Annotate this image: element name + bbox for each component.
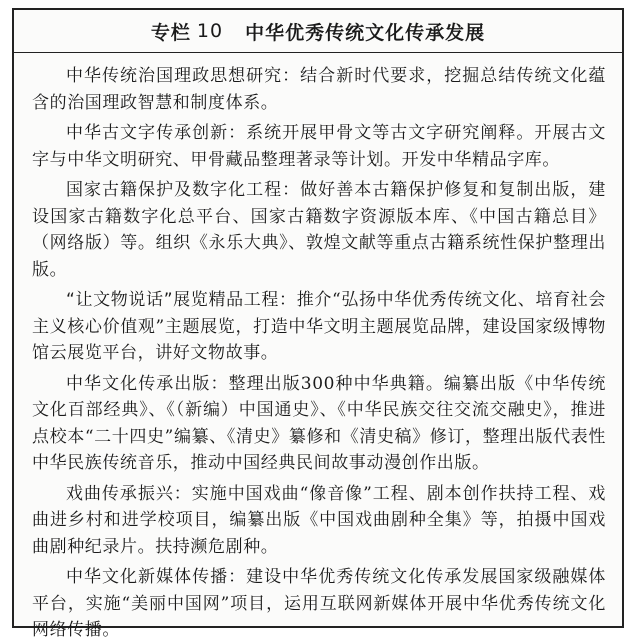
column-header [14, 10, 622, 53]
list-item [32, 481, 606, 561]
list-item [32, 564, 606, 644]
item-text: 实施中国戏曲“像音像”工程、剧本创作扶持工程、戏曲进乡村和进学校项目，编纂出版《中国戏曲剧种全集》等，拍摄中国戏曲剧种纪录片。扶持濒危剧种。 [32, 483, 607, 557]
list-item [32, 287, 606, 367]
item-lead: 中华传统治国理政思想研究： [66, 66, 301, 86]
item-lead: 中华文化传承出版： [66, 373, 229, 394]
item-lead: 中华文化新媒体传播： [66, 567, 247, 587]
column-number: 10 [196, 20, 224, 42]
column-title: 中华优秀传统文化传承发展 [245, 21, 486, 44]
list-item [32, 63, 606, 116]
list-item [32, 371, 606, 477]
item-text: 系统开展甲骨文等古文字研究阐释。开展古文字与中华文明研究、甲骨藏品整理著录等计划。开发中华精品字库。 [32, 123, 607, 170]
item-lead: 国家古籍保护及数字化工程： [66, 180, 301, 200]
item-text: 做好善本古籍保护修复和复制出版，建设国家古籍数字化总平台、国家古籍数字资源版本库、《中国古籍总目》（网络版）等。组织《永乐大典》、敦煌文献等重点古籍系统性保护整理出版。 [32, 180, 606, 280]
item-text: 结合新时代要求，挖掘总结传统文化蕴含的治国理政智慧和制度体系。 [32, 66, 606, 113]
list-item [32, 177, 606, 283]
column-label: 专栏 [150, 21, 191, 44]
item-lead: “让文物说话”展览精品工程： [66, 290, 297, 310]
list-item [32, 120, 606, 173]
column-content [14, 53, 622, 644]
item-lead: 戏曲传承振兴： [66, 483, 192, 504]
item-text: 整理出版300种中华典籍。编纂出版《中华传统文化百部经典》、《（新编）中国通史》、《中华民族交往交流交融史》，推进点校本“二十四史”编纂、《清史》纂修和《清史稿》修订，整理出版代表性中华民族传统音乐，推动中国经典民间故事动漫创作出版。 [32, 373, 606, 473]
item-lead: 中华古文字传承创新： [66, 123, 247, 143]
item-text: 建设中华优秀传统文化传承发展国家级融媒体平台，实施“美丽中国网”项目，运用互联网新媒体开展中华优秀传统文化网络传播。 [32, 567, 607, 640]
column-box [12, 8, 624, 640]
item-text: 推介“弘扬中华优秀传统文化、培育社会主义核心价值观”主题展览，打造中华文明主题展览品牌，建设国家级博物馆云展览平台，讲好文物故事。 [32, 290, 606, 363]
